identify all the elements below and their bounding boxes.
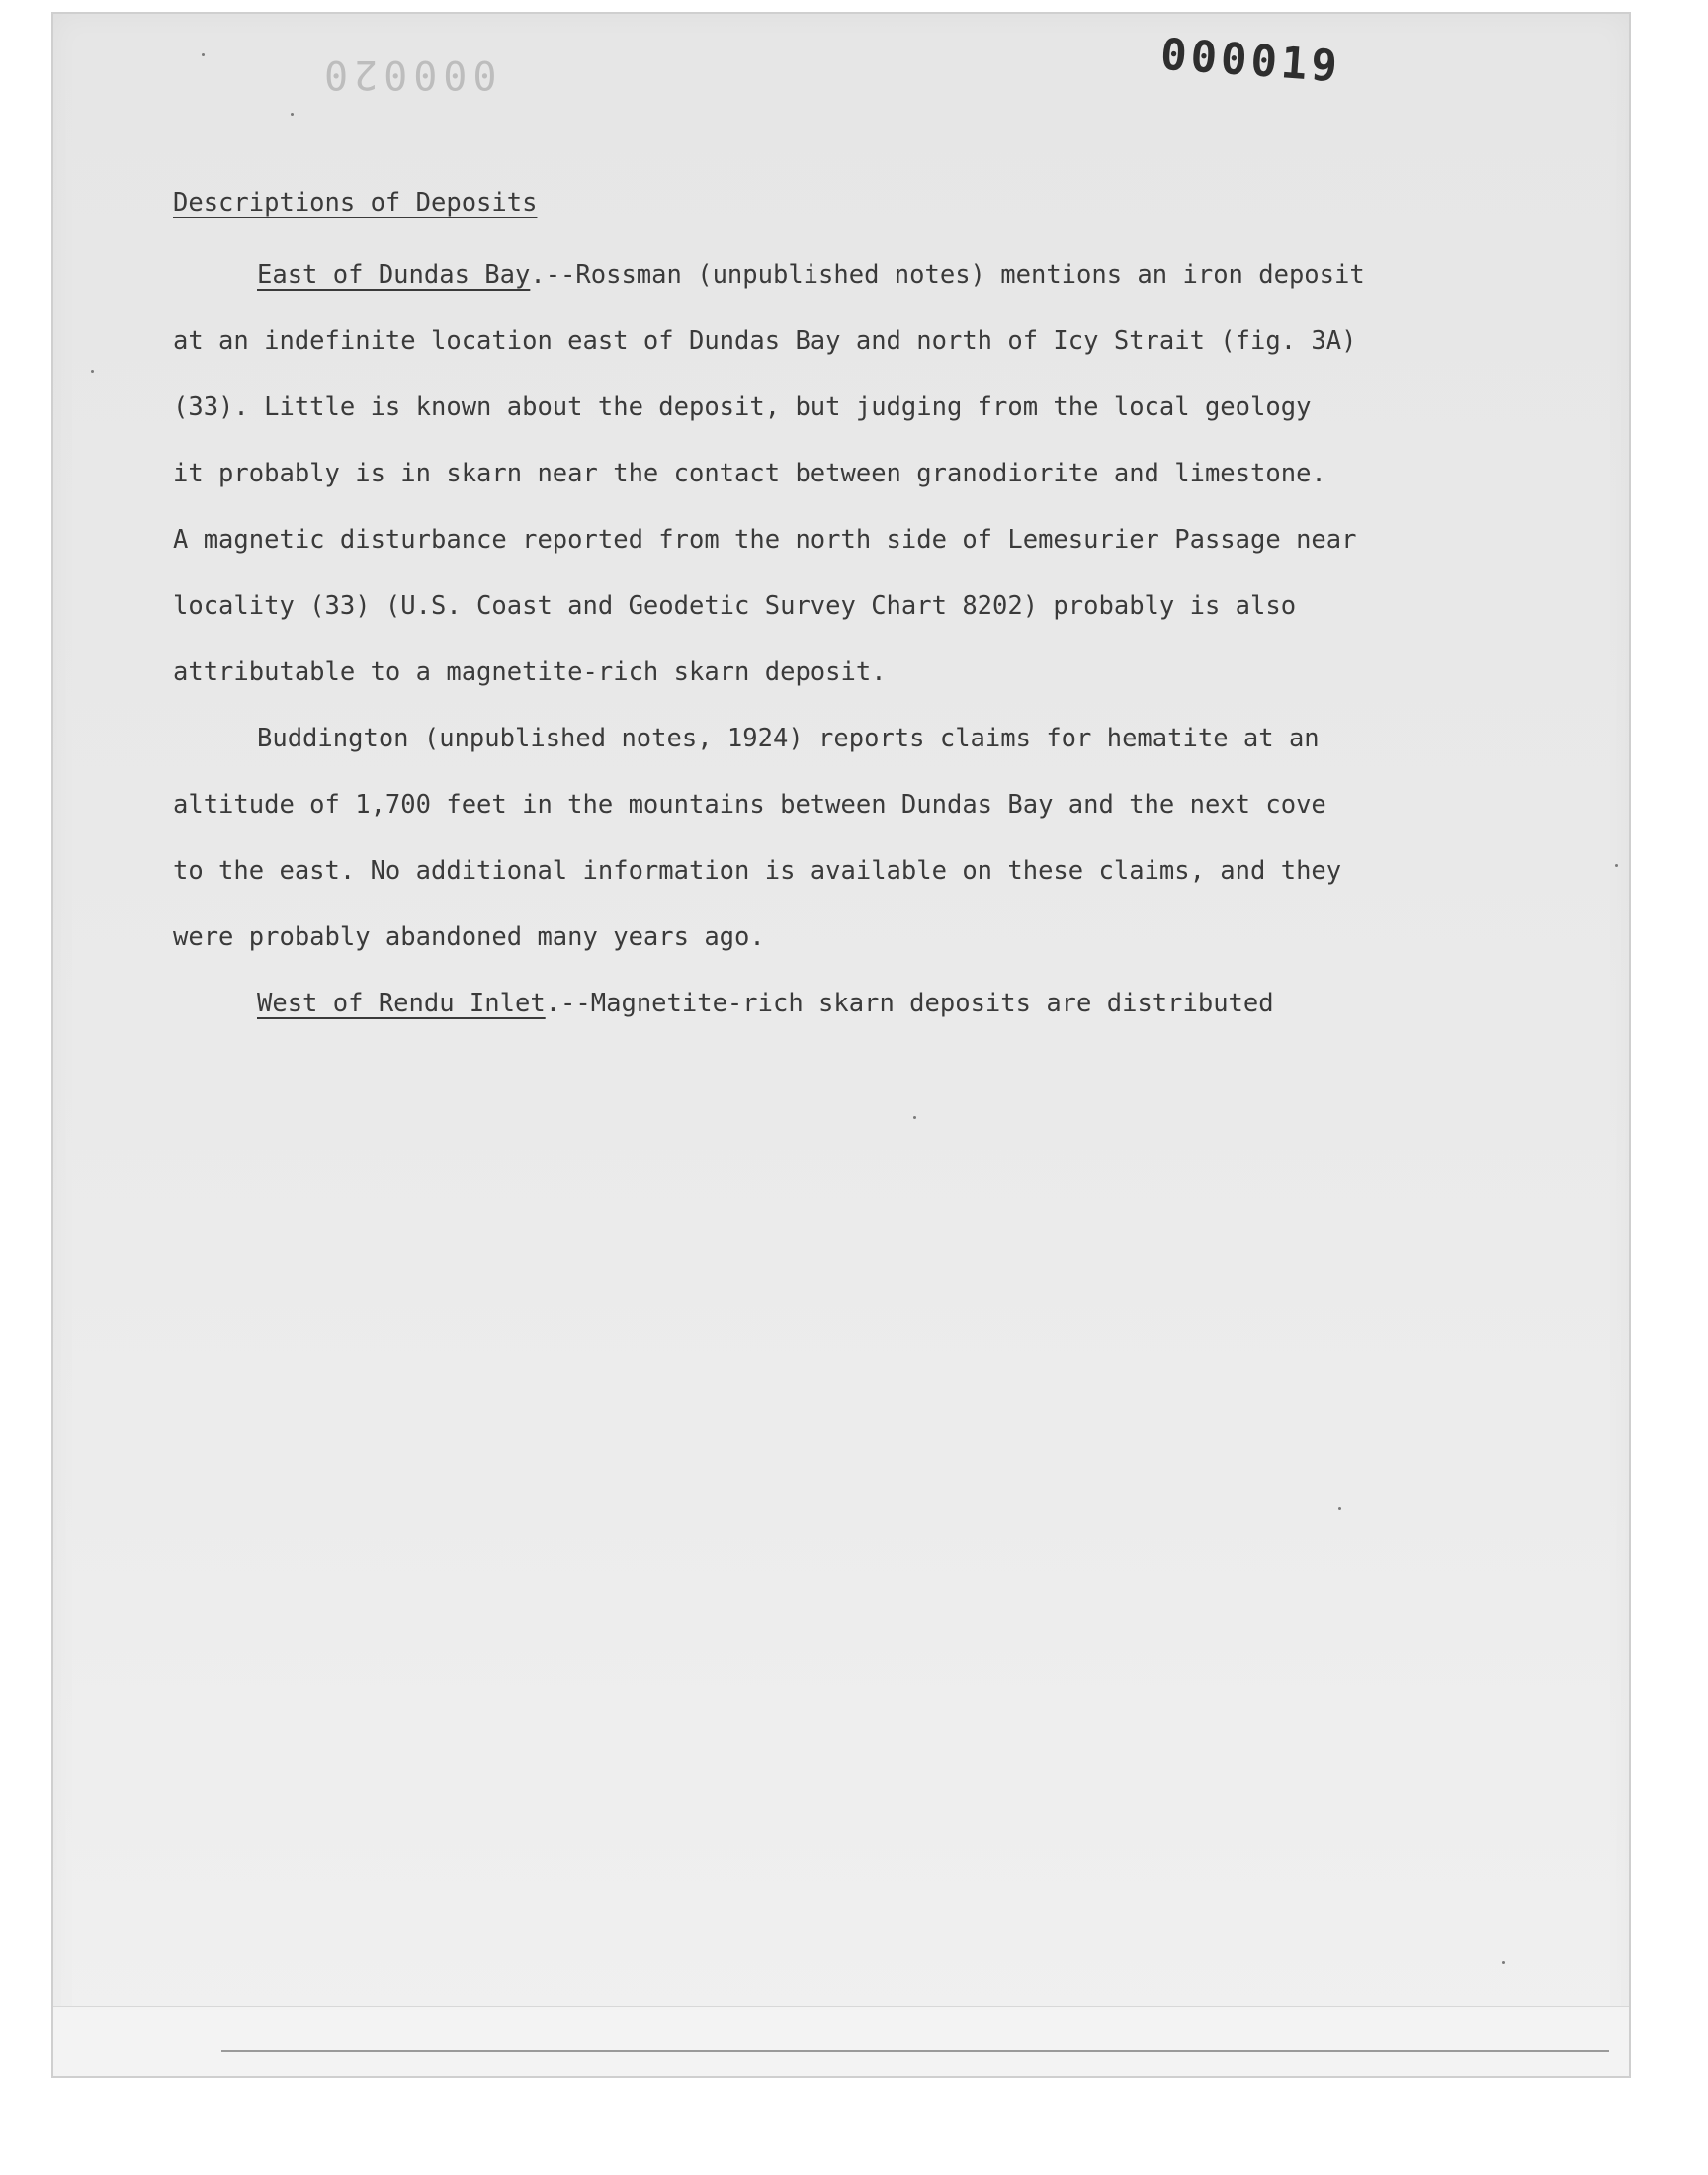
section-heading: Descriptions of Deposits [173, 188, 538, 218]
paragraph-line: it probably is in skarn near the contact between granodiorite and limestone. [173, 459, 1326, 488]
page-bottom-strip [53, 2006, 1629, 2076]
subhead-west-of-rendu-inlet: West of Rendu Inlet [257, 989, 546, 1018]
subhead-east-of-dundas-bay: East of Dundas Bay [257, 260, 531, 290]
ghost-page-number: 000020 [318, 51, 497, 97]
bottom-rule [221, 2050, 1609, 2052]
paragraph-east-of-dundas-bay [173, 242, 1537, 706]
paragraph-line: attributable to a magnetite-rich skarn deposit. [173, 657, 887, 687]
paragraph-line: at an indefinite location east of Dundas Bay and north of Icy Strait (fig. 3A) [173, 326, 1357, 356]
scan-speck [913, 1116, 916, 1119]
scan-speck [1502, 1961, 1505, 1964]
paragraph-line: locality (33) (U.S. Coast and Geodetic Survey Chart 8202) probably is also [173, 591, 1297, 621]
paragraph-west-of-rendu-inlet [173, 971, 1537, 1037]
paragraph-line: were probably abandoned many years ago. [173, 922, 765, 952]
paragraph-line: A magnetic disturbance reported from the north side of Lemesurier Passage near [173, 525, 1357, 555]
paragraph-line: West of Rendu Inlet.--Magnetite-rich skarn deposits are distributed [257, 989, 1274, 1018]
scan-speck [202, 53, 205, 56]
paragraph-line: (33). Little is known about the deposit, but judging from the local geology [173, 392, 1312, 422]
paragraph-line: East of Dundas Bay.--Rossman (unpublished notes) mentions an iron deposit [257, 260, 1365, 290]
page-number: 000019 [1158, 29, 1343, 93]
scan-speck [1338, 1507, 1341, 1510]
scan-speck [1615, 864, 1618, 867]
paragraph-line: to the east. No additional information is available on these claims, and they [173, 856, 1342, 886]
scan-speck [291, 113, 294, 116]
paragraph-line: altitude of 1,700 feet in the mountains between Dundas Bay and the next cove [173, 790, 1326, 820]
document-body [173, 170, 1537, 1037]
paragraph-line: Buddington (unpublished notes, 1924) reports claims for hematite at an [257, 724, 1320, 753]
paragraph-buddington [173, 706, 1537, 971]
scan-speck [91, 370, 94, 373]
